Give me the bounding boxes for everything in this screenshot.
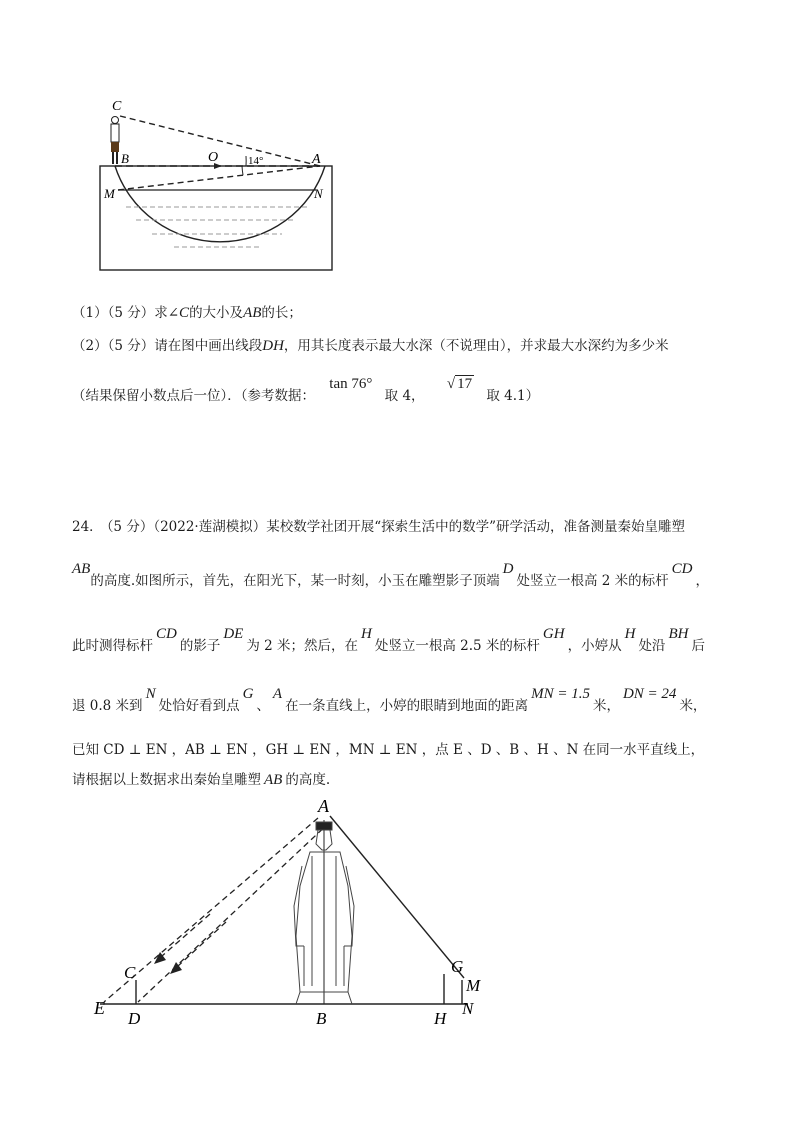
q24-line3: 此时测得标杆CD的影子DE为 2 米；然后，在H处竖立一根高 2.5 米的标杆GH，小婷从H处沿BH后 <box>72 626 705 654</box>
q24-source: （2022·莲湖模拟） <box>153 519 267 535</box>
pool-frame <box>100 166 332 270</box>
fig2-label-e: E <box>94 998 105 1018</box>
sqrt-expression <box>447 376 474 393</box>
q23-part2-line2: （结果保留小数点后一位）．（参考数据： tan 76° 取 4， √ 17 取 4.1） <box>72 376 540 404</box>
sqrt-radicand: 17 <box>457 376 473 392</box>
q24-number: 24． <box>72 519 103 535</box>
line-ma <box>118 166 320 190</box>
fig1-label-o: O <box>208 150 219 165</box>
fig1-label-m: M <box>104 186 115 201</box>
arrow-ray-1 <box>162 914 210 956</box>
figure-pool-diagram <box>96 92 346 277</box>
person-figure <box>111 117 119 165</box>
fig2-label-m: M <box>466 976 481 995</box>
sun-ray-2 <box>138 822 330 1002</box>
fig1-label-b: B <box>121 151 129 166</box>
sun-ray-1 <box>104 818 318 1002</box>
q23-part1: （1）（5 分）求∠C的大小及AB的长； <box>72 305 302 321</box>
fig1-label-a: A <box>312 152 321 167</box>
q24-line1: 24． （5 分）（2022·莲湖模拟）某校数学社团开展“探索生活中的数学”研学活动，准备测量秦始皇雕塑 <box>72 519 686 535</box>
fig2-label-g: G <box>451 957 464 976</box>
arrow-ray-2 <box>178 922 226 966</box>
line-a-n <box>330 816 464 978</box>
fig2-label-a: A <box>318 796 329 816</box>
q23-part2: （2）（5 分）请在图中画出线段DH，用其长度表示最大水深（不说理由），并求最大水深约为多少米 <box>72 338 669 354</box>
angle-arc-lower <box>242 166 243 175</box>
q24-line5: 已知 CD ⊥ EN ，AB ⊥ EN ，GH ⊥ EN ，MN ⊥ EN ，点 E 、D 、B 、H 、N 在同一水平直线上， <box>72 742 705 758</box>
fig2-label-c: C <box>124 963 136 982</box>
radical-sign: √ <box>446 376 456 392</box>
fig2-label-b: B <box>316 1009 327 1028</box>
sight-line-ca <box>120 116 320 166</box>
fig1-angle-label: 14° <box>248 155 264 167</box>
q24-line2: AB的高度.如图所示，首先，在阳光下，某一时刻，小玉在雕塑影子顶端D处竖立一根高 2 米的标杆CD， <box>72 561 709 589</box>
tan-expression: tan 76° <box>329 376 373 392</box>
q24-line6: 请根据以上数据求出秦始皇雕塑 AB 的高度. <box>72 772 331 788</box>
fig2-label-d: D <box>128 1009 141 1028</box>
fig1-label-n: N <box>314 186 323 201</box>
fig2-label-h: H <box>434 1009 447 1028</box>
fig1-label-c: C <box>112 99 122 114</box>
fig2-label-n: N <box>462 999 474 1018</box>
q24-line4: 退 0.8 米到N处恰好看到点G、A在一条直线上，小婷的眼睛到地面的距离MN = 1.5米，DN = 24米， <box>72 686 707 714</box>
figure-statue-diagram <box>90 796 490 1028</box>
